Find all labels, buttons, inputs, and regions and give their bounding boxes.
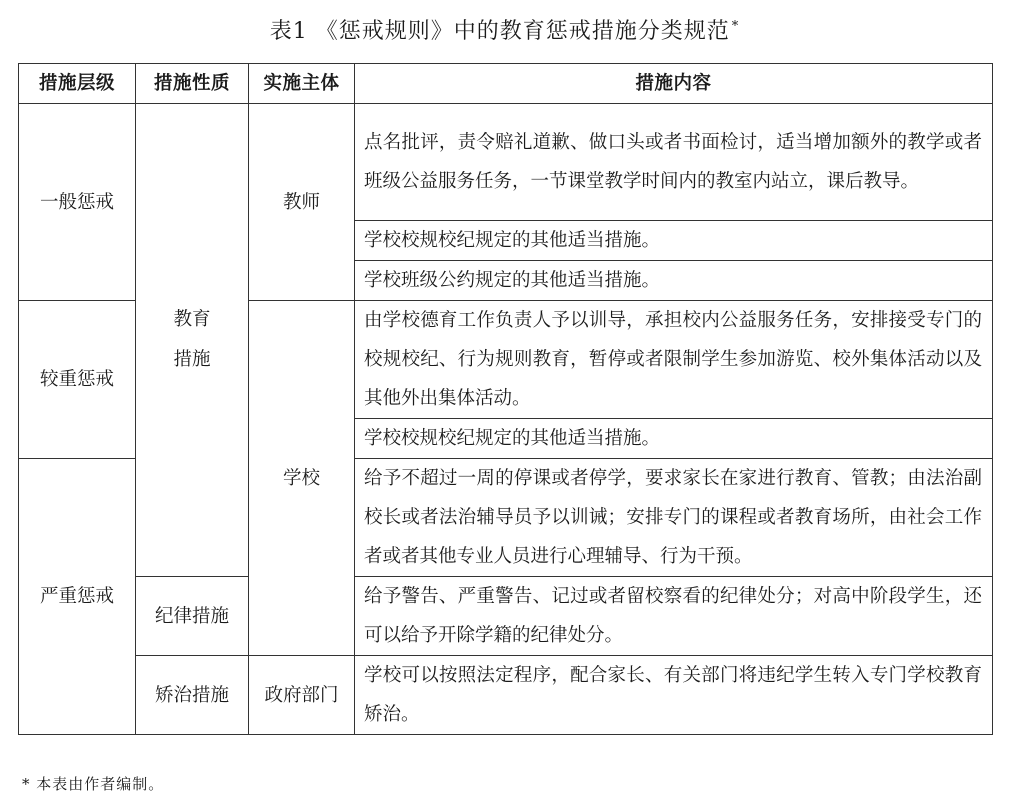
subject-teacher: 教师 (249, 104, 355, 301)
subject-school: 学校 (249, 301, 355, 656)
nature-education (136, 104, 249, 577)
table-row (19, 104, 993, 221)
header-level: 措施层级 (19, 64, 136, 104)
nature-discipline: 纪律措施 (136, 577, 249, 656)
nature-education-line2: 措施 (173, 349, 211, 370)
content-cell: 给予警告、严重警告、记过或者留校察看的纪律处分；对高中阶段学生，还可以给予开除学籍的纪律处分。 (355, 577, 993, 656)
table-header-row (19, 64, 993, 104)
table-row (19, 656, 993, 735)
content-cell: 学校校规校纪规定的其他适当措施。 (355, 221, 993, 261)
header-subject: 实施主体 (249, 64, 355, 104)
content-cell: 给予不超过一周的停课或者停学，要求家长在家进行教育、管教；由法治副校长或者法治辅导员予以训诫；安排专门的课程或者教育场所，由社会工作者或者其他专业人员进行心理辅导、行为干预。 (355, 459, 993, 577)
discipline-measures-table (18, 63, 993, 735)
content-cell: 学校校规校纪规定的其他适当措施。 (355, 419, 993, 459)
content-cell: 学校可以按照法定程序，配合家长、有关部门将违纪学生转入专门学校教育矫治。 (355, 656, 993, 735)
caption-title: 表1 《惩戒规则》中的教育惩戒措施分类规范 (269, 19, 730, 44)
content-cell: 由学校德育工作负责人予以训导，承担校内公益服务任务，安排接受专门的校规校纪、行为规则教育，暂停或者限制学生参加游览、校外集体活动以及其他外出集体活动。 (355, 301, 993, 419)
caption-footnote-mark: * (731, 18, 740, 34)
content-cell: 点名批评，责令赔礼道歉、做口头或者书面检讨，适当增加额外的教学或者班级公益服务任务，一节课堂教学时间内的教室内站立，课后教导。 (355, 104, 993, 221)
level-general: 一般惩戒 (19, 104, 136, 301)
header-content: 措施内容 (355, 64, 993, 104)
nature-education-line1: 教育 (173, 309, 211, 330)
content-cell: 学校班级公约规定的其他适当措施。 (355, 261, 993, 301)
table-footnote: * 本表由作者编制。 (22, 775, 165, 793)
table-row (19, 577, 993, 656)
header-nature: 措施性质 (136, 64, 249, 104)
nature-correction: 矫治措施 (136, 656, 249, 735)
subject-government: 政府部门 (249, 656, 355, 735)
level-severe: 严重惩戒 (19, 459, 136, 735)
level-heavier: 较重惩戒 (19, 301, 136, 459)
table-caption (0, 14, 1009, 45)
